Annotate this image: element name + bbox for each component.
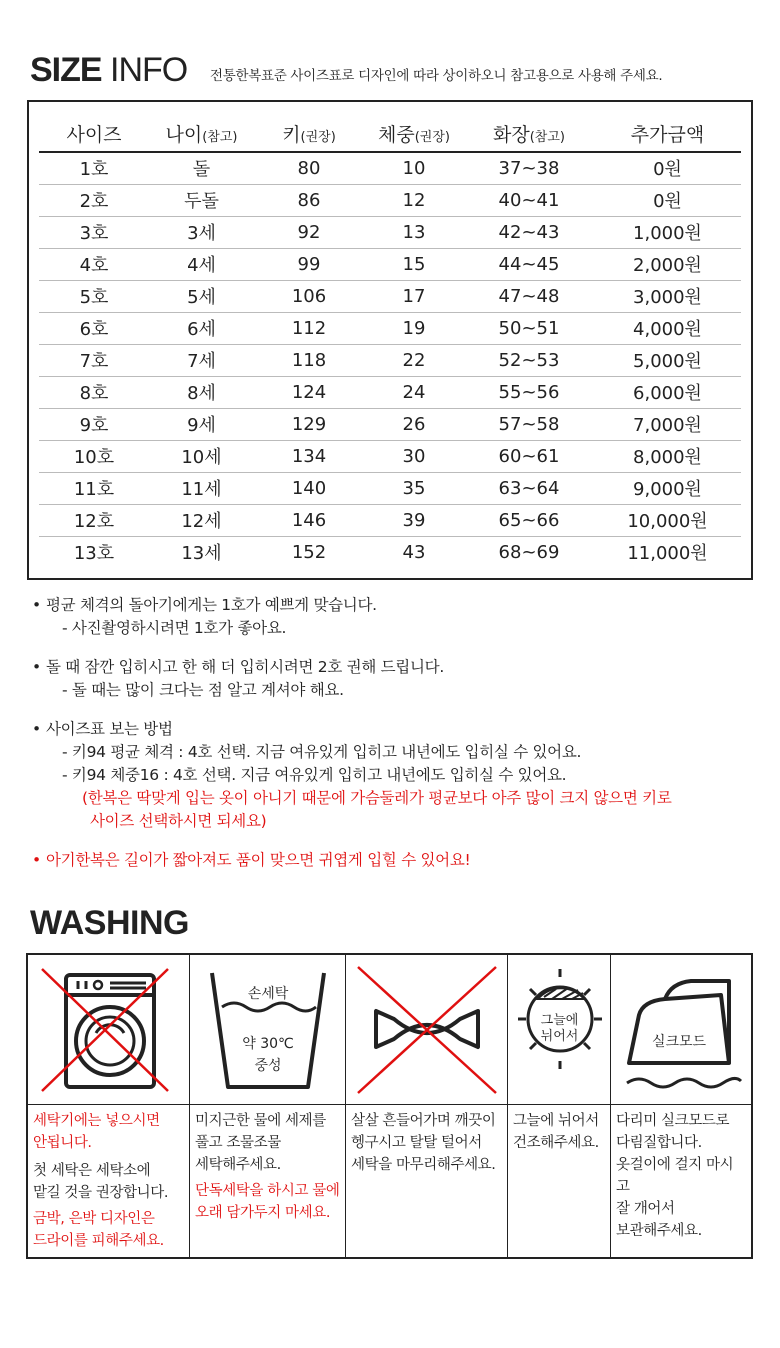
cell-size: 13호 bbox=[73, 543, 115, 565]
cell-price: 4,000원 bbox=[594, 312, 741, 344]
table-row bbox=[39, 248, 741, 280]
cell-age: 6세 bbox=[149, 312, 254, 344]
cell-age: 10세 bbox=[149, 440, 254, 472]
note-sub: - 돌 때는 많이 크다는 점 알고 계셔야 해요. bbox=[62, 681, 344, 699]
cell-height: 124 bbox=[254, 376, 364, 408]
cell-weight: 26 bbox=[364, 408, 464, 440]
cell-weight: 13 bbox=[364, 216, 464, 248]
header-extra-price: 추가금액 bbox=[594, 116, 741, 152]
no-wring-icon bbox=[346, 955, 507, 1105]
cell-size: 6호 bbox=[39, 312, 149, 344]
cell-size: 12호 bbox=[39, 504, 149, 536]
size-table-header-row bbox=[39, 116, 741, 152]
cell-weight: 19 bbox=[364, 312, 464, 344]
cell-weight: 30 bbox=[364, 440, 464, 472]
wash-col-iron-text: 다리미 실크모드로 다림질합니다. 옷걸이에 걸지 마시고 잘 개어서 보관해주세요. bbox=[616, 1113, 734, 1239]
washing-machine-crossed-icon bbox=[28, 955, 189, 1105]
header-weight: 체중(권장) bbox=[364, 116, 464, 152]
hand-wash-temp: 약 30℃ bbox=[242, 1036, 294, 1052]
size-table-box bbox=[27, 100, 753, 580]
cell-sleeve: 55~56 bbox=[464, 376, 594, 408]
hand-wash-icon bbox=[190, 955, 345, 1105]
cell-weight: 43 bbox=[402, 541, 426, 563]
cell-height: 86 bbox=[254, 184, 364, 216]
cell-sleeve: 60~61 bbox=[464, 440, 594, 472]
cell-weight: 24 bbox=[364, 376, 464, 408]
cell-age: 13세 bbox=[181, 543, 222, 565]
cell-weight: 39 bbox=[364, 504, 464, 536]
cell-age: 5세 bbox=[149, 280, 254, 312]
cell-height: 80 bbox=[254, 152, 364, 184]
cell-sleeve: 42~43 bbox=[464, 216, 594, 248]
table-row bbox=[39, 152, 741, 184]
cell-weight: 35 bbox=[364, 472, 464, 504]
cell-age: 12세 bbox=[149, 504, 254, 536]
size-info-header bbox=[30, 52, 760, 92]
wash-col-handwash bbox=[190, 955, 346, 1257]
cell-size: 8호 bbox=[39, 376, 149, 408]
cell-height: 112 bbox=[254, 312, 364, 344]
wash-col-handwash-text: 미지근한 물에 세제를 풀고 조물조물 세탁해주세요. 단독세탁을 하시고 물에 오래 담가두지 마세요. bbox=[195, 1113, 340, 1221]
cell-sleeve: 47~48 bbox=[464, 280, 594, 312]
cell-size: 9호 bbox=[39, 408, 149, 440]
cell-weight: 10 bbox=[364, 152, 464, 184]
wash-col-wring bbox=[346, 955, 508, 1257]
cell-age: 4세 bbox=[149, 248, 254, 280]
wash-col-machine bbox=[28, 955, 190, 1257]
cell-sleeve: 50~51 bbox=[464, 312, 594, 344]
shade-dry-icon bbox=[508, 955, 610, 1105]
cell-height: 146 bbox=[254, 504, 364, 536]
cell-height: 129 bbox=[254, 408, 364, 440]
cell-height: 140 bbox=[254, 472, 364, 504]
note-item-red: • 아기한복은 길이가 짧아져도 품이 맞으면 귀엽게 입힐 수 있어요! bbox=[32, 849, 762, 872]
cell-height: 92 bbox=[254, 216, 364, 248]
cell-price: 2,000원 bbox=[594, 248, 741, 280]
cell-price: 9,000원 bbox=[594, 472, 741, 504]
cell-size: 10호 bbox=[39, 440, 149, 472]
note-item: • 돌 때 잠깐 입히시고 한 해 더 입히시려면 2호 권해 드립니다. bbox=[32, 656, 762, 679]
size-title-normal: INFO bbox=[110, 51, 188, 89]
size-table bbox=[39, 116, 741, 568]
bullet: • bbox=[32, 596, 41, 614]
table-row bbox=[39, 376, 741, 408]
cell-weight: 15 bbox=[364, 248, 464, 280]
size-notes bbox=[32, 594, 762, 872]
table-row bbox=[39, 408, 741, 440]
size-info-title bbox=[30, 52, 187, 88]
hand-wash-detergent: 중성 bbox=[254, 1058, 282, 1074]
cell-price: 5,000원 bbox=[594, 344, 741, 376]
note-sub: - 키94 평균 체격 : 4호 선택. 지금 여유있게 입히고 내년에도 입히실 수 있어요. bbox=[62, 743, 582, 761]
cell-age: 7세 bbox=[149, 344, 254, 376]
wash-col-machine-text: 세탁기에는 넣으시면 안됩니다. 첫 세탁은 세탁소에 맡길 것을 권장합니다. 금박, 은박 디자인은 드라이를 피해주세요. bbox=[33, 1113, 169, 1249]
wash-col-iron bbox=[611, 955, 751, 1257]
cell-age: 8세 bbox=[149, 376, 254, 408]
cell-sleeve: 52~53 bbox=[464, 344, 594, 376]
note-sub: - 키94 체중16 : 4호 선택. 지금 여유있게 입히고 내년에도 입히실 수 있어요. bbox=[62, 766, 567, 784]
cell-price: 0원 bbox=[594, 184, 741, 216]
table-row bbox=[39, 472, 741, 504]
cell-price: 7,000원 bbox=[594, 408, 741, 440]
cell-sleeve: 63~64 bbox=[464, 472, 594, 504]
shade-dry-label-1: 그늘에 bbox=[540, 1013, 579, 1028]
cell-size: 1호 bbox=[39, 152, 149, 184]
cell-price: 3,000원 bbox=[594, 280, 741, 312]
note-item: • 사이즈표 보는 방법 bbox=[32, 718, 762, 741]
cell-size: 11호 bbox=[39, 472, 149, 504]
size-info-subtitle: 전통한복표준 사이즈표로 디자인에 따라 상이하오니 참고용으로 사용해 주세요. bbox=[210, 68, 663, 84]
iron-silk-icon bbox=[611, 955, 751, 1105]
header-sleeve: 화장(참고) bbox=[464, 116, 594, 152]
note-sub: - 사진촬영하시려면 1호가 좋아요. bbox=[62, 619, 287, 637]
cell-age: 3세 bbox=[149, 216, 254, 248]
wash-col-dry bbox=[508, 955, 611, 1257]
cell-price: 8,000원 bbox=[594, 440, 741, 472]
cell-weight: 22 bbox=[364, 344, 464, 376]
cell-age: 두돌 bbox=[149, 184, 254, 216]
shade-dry-label-2: 뉘어서 bbox=[540, 1029, 579, 1044]
table-row bbox=[39, 440, 741, 472]
cell-price: 10,000원 bbox=[594, 504, 741, 536]
cell-height: 99 bbox=[254, 248, 364, 280]
cell-sleeve: 68~69 bbox=[498, 541, 560, 563]
header-size: 사이즈 bbox=[39, 116, 149, 152]
note-red-remark: (한복은 딱맞게 입는 옷이 아니기 때문에 가슴둘레가 평균보다 아주 많이 크지 않으면 키로 사이즈 선택하시면 되세요) bbox=[82, 789, 672, 830]
table-row bbox=[39, 280, 741, 312]
note-item: • 평균 체격의 돌아기에게는 1호가 예쁘게 맞습니다. bbox=[32, 594, 762, 617]
bullet: • bbox=[32, 851, 41, 869]
cell-age: 9세 bbox=[149, 408, 254, 440]
cell-price: 6,000원 bbox=[594, 376, 741, 408]
cell-sleeve: 44~45 bbox=[464, 248, 594, 280]
header-age: 나이(참고) bbox=[149, 116, 254, 152]
hand-wash-label: 손세탁 bbox=[247, 986, 289, 1002]
bullet: • bbox=[32, 720, 41, 738]
cell-sleeve: 57~58 bbox=[464, 408, 594, 440]
table-row bbox=[39, 536, 741, 568]
washing-grid bbox=[26, 953, 753, 1259]
cell-height: 134 bbox=[254, 440, 364, 472]
table-row bbox=[39, 312, 741, 344]
cell-sleeve: 40~41 bbox=[464, 184, 594, 216]
cell-age: 돌 bbox=[149, 152, 254, 184]
table-row bbox=[39, 504, 741, 536]
cell-age: 11세 bbox=[149, 472, 254, 504]
cell-price: 11,000원 bbox=[627, 543, 708, 565]
size-title-bold: SIZE bbox=[30, 51, 102, 89]
cell-price: 0원 bbox=[594, 152, 741, 184]
cell-size: 2호 bbox=[39, 184, 149, 216]
cell-sleeve: 37~38 bbox=[464, 152, 594, 184]
header-height: 키(권장) bbox=[254, 116, 364, 152]
wash-col-wring-text: 살살 흔들어가며 깨끗이 헹구시고 탈탈 털어서 세탁을 마무리해주세요. bbox=[351, 1113, 496, 1173]
bullet: • bbox=[32, 658, 41, 676]
cell-price: 1,000원 bbox=[594, 216, 741, 248]
washing-title: WASHING bbox=[30, 904, 189, 942]
iron-silk-label: 실크모드 bbox=[651, 1034, 707, 1050]
cell-height: 152 bbox=[291, 541, 327, 563]
cell-size: 4호 bbox=[39, 248, 149, 280]
cell-size: 5호 bbox=[39, 280, 149, 312]
cell-height: 106 bbox=[254, 280, 364, 312]
table-row bbox=[39, 344, 741, 376]
cell-weight: 12 bbox=[364, 184, 464, 216]
cell-height: 118 bbox=[254, 344, 364, 376]
cell-weight: 17 bbox=[364, 280, 464, 312]
cell-size: 7호 bbox=[39, 344, 149, 376]
cell-sleeve: 65~66 bbox=[464, 504, 594, 536]
table-row bbox=[39, 216, 741, 248]
cell-size: 3호 bbox=[39, 216, 149, 248]
table-row bbox=[39, 184, 741, 216]
wash-col-dry-text: 그늘에 뉘어서 건조해주세요. bbox=[513, 1113, 599, 1151]
